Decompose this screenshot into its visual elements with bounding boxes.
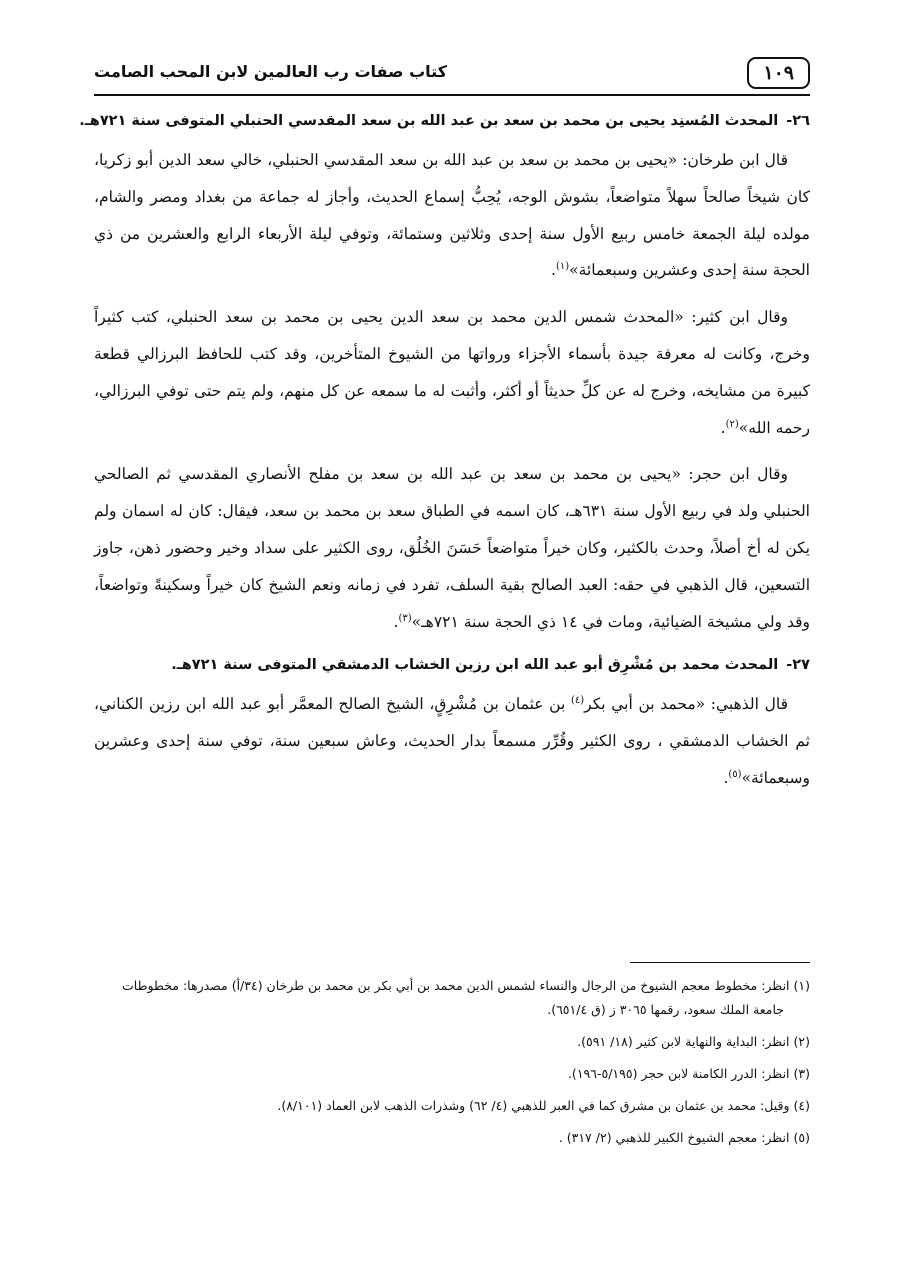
footnotes (94, 974, 810, 1158)
footnote-ref: (٤) (570, 695, 585, 707)
footnote-1: (١) انظر: مخطوط معجم الشيوخ من الرجال والنساء لشمس الدين محمد بن أبي بكر بن محمد بن طرخان (٣٤/أ) مصدرها: مخطوطات جامعة الملك سعود، رقمها ٣٠٦٥ ز (ق ٦٥١/٤). (122, 978, 810, 1017)
footnote-ref: (٢) (725, 418, 739, 430)
entry-number: ٢٧- (786, 657, 810, 674)
biography-heading-27 (94, 650, 810, 680)
footnote-4: (٤) وقيل: محمد بن عثمان بن مشرق كما في العبر للذهبي (٤/ ٦٢) وشذرات الذهب لابن العماد (٨/١٠١). (277, 1098, 810, 1113)
book-title: كتاب صفات رب العالمين لابن المحب الصامت (94, 62, 448, 81)
paragraph-ibn-kathir: وقال ابن كثير: «المحدث شمس الدين محمد بن سعد الدين يحيى بن محمد بن سعد الحنبلي، كتب كثيراً وخرج، وكانت له معرفة جيدة بأسماء الأجزاء ورواتها من الشيوخ المتأخرين، وقد كتب للحافظ البرزالي قطعة كبيرة من مشايخه، وخرج له عن كلِّ حديثاً أو أكثر، وأثبت له ما سمعه عن كل منهم، ولم يتم حتى توفي البرزالي، رحمه الله»$^{(٢)}$. (94, 308, 811, 437)
footnote-2: (٢) انظر: البداية والنهاية لابن كثير (١٨/ ٥٩١). (577, 1034, 810, 1049)
footnote-ref: (٣) (398, 612, 412, 624)
paragraph-ibn-hajar: وقال ابن حجر: «يحيى بن محمد بن سعد بن عبد الله بن سعد بن مفلح الأنصاري المقدسي ثم الصالحي الحنبلي ولد في ربيع الأول سنة ٦٣١هـ، كان اسمه في الطباق سعد بن محمد بن سعد، فيقال: كان له اسمان ولم يكن له أخ أصلاً، وحدث بالكثير، وكان خيراً متواضعاً حَسَنَ الخُلُق، روى الكثير على سداد وخير وحضور ذهن، جاوز التسعين، قال الذهبي في حقه: العبد الصالح بقية السلف، تفرد في زمانه ونعم الشيخ كان خيراً وسكينةً وتواضعاً، وقد ولي مشيخة الضيائية، ومات في ١٤ ذي الحجة سنة ٧٢١هـ»$^{(٣)}$. (94, 465, 810, 631)
footnote-ref: (٥) (728, 768, 742, 780)
footnote-5: (٥) انظر: معجم الشيوخ الكبير للذهبي (٢/ ٣١٧) . (558, 1130, 810, 1145)
biography-heading-26 (79, 106, 810, 136)
footnote-ref: (١) (555, 261, 570, 273)
footnote-divider (630, 962, 810, 963)
entry-title: المحدث محمد بن مُشْرِق أبو عبد الله ابن رزين الخشاب الدمشقي المتوفى سنة ٧٢١هـ. (171, 657, 779, 674)
page-header (94, 52, 810, 96)
page-body (79, 106, 811, 807)
entry-number: ٢٦- (786, 113, 810, 129)
paragraph-dhahabi: قال الذهبي: «محمد بن أبي بكر$^{(٤)}$ بن عثمان بن مُشْرِقٍ، الشيخ الصالح المعمَّر أبو عبد الله ابن رزين الكناني، ثم الخشاب الدمشقي ، روى الكثير وقُرِّر مسمعاً بدار الحديث، وعاش سبعين سنة، توفي سنة إحدى وعشرين وسبعمائة»$^{(٥)}$. (94, 695, 810, 787)
entry-title: المحدث المُسنِد يحيى بن محمد بن سعد بن عبد الله بن سعد المقدسي الحنبلي المتوفى سنة ٧٢١هـ. (79, 113, 779, 129)
page-number: ١٠٩ (747, 57, 810, 89)
paragraph-ibn-tarkhan: قال ابن طرخان: «يحيى بن محمد بن سعد بن عبد الله بن سعد المقدسي الحنبلي، خالي سعد الدين أبو زكريا، كان شيخاً صالحاً سهلاً متواضعاً، بشوش الوجه، يُحِبُّ إسماع الحديث، وأجاز له جماعة من بغداد ومصر والشام، مولده ليلة الجمعة خامس ربيع الأول سنة إحدى وثلاثين وستمائة، وتوفي ليلة الأربعاء الرابع والعشرين من ذي الحجة سنة إحدى وعشرين وسبعمائة»$^{(١)}$. (94, 151, 810, 280)
footnote-3: (٣) انظر: الدرر الكامنة لابن حجر (٥/١٩٥-١٩٦). (567, 1066, 810, 1081)
